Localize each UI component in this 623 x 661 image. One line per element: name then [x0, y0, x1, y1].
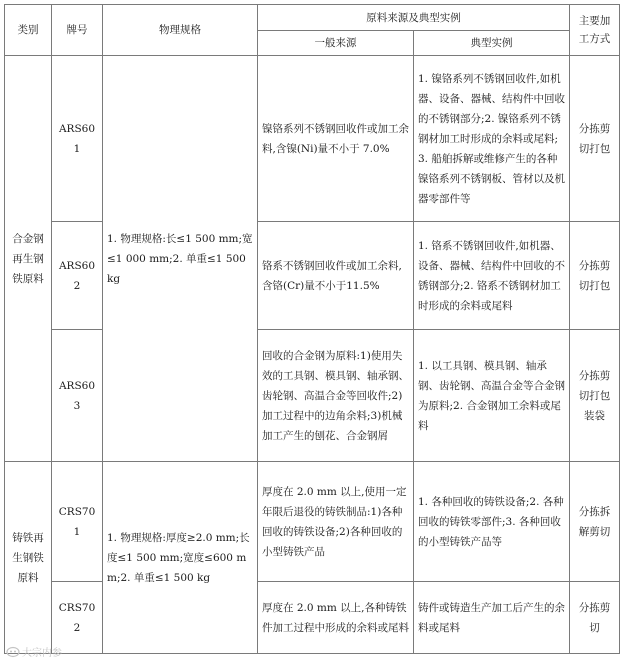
header-method: 主要加工方式	[570, 5, 620, 56]
source-cell: 厚度在 2.0 mm 以上,各种铸铁件加工过程中形成的余料或尾料	[258, 582, 414, 654]
source-cell: 铬系不锈钢回收件或加工余料,含铬(Cr)量不小于11.5%	[258, 222, 414, 330]
table-row	[5, 462, 620, 582]
table-row	[5, 330, 620, 462]
spec-cell: 1. 物理规格:长≤1 500 mm;宽≤1 000 mm;2. 单重≤1 500 kg	[103, 56, 258, 462]
grade-cell: CRS702	[52, 582, 103, 654]
example-cell: 1. 各种回收的铸铁设备;2. 各种回收的铸铁零部件;3. 各种回收的小型铸铁产品等	[414, 462, 570, 582]
watermark	[6, 644, 62, 659]
category-cell: 合金钢再生钢铁原料	[5, 56, 52, 462]
table-row	[5, 56, 620, 222]
grade-cell: ARS602	[52, 222, 103, 330]
table-row	[5, 582, 620, 654]
source-cell: 镍铬系列不锈钢回收件或加工余料,含镍(Ni)量不小于 7.0%	[258, 56, 414, 222]
method-cell: 分拣拆解剪切	[570, 462, 620, 582]
header-source-group: 原料来源及典型实例	[258, 5, 570, 31]
header-spec: 物理规格	[103, 5, 258, 56]
header-category: 类别	[5, 5, 52, 56]
grade-cell: ARS601	[52, 56, 103, 222]
header-grade: 牌号	[52, 5, 103, 56]
grade-cell: CRS701	[52, 462, 103, 582]
example-cell: 铸件或铸造生产加工后产生的余料或尾料	[414, 582, 570, 654]
table-row	[5, 222, 620, 330]
example-cell: 1. 铬系不锈钢回收件,如机器、设备、器械、结构件中回收的不锈钢部分;2. 铬系不锈钢材加工时形成的余料或尾料	[414, 222, 570, 330]
category-cell: 铸铁再生钢铁原料	[5, 462, 52, 654]
method-cell: 分拣剪切打包	[570, 222, 620, 330]
example-cell: 1. 镍铬系列不锈钢回收件,如机器、设备、器械、结构件中回收的不锈钢部分;2. 镍铬系列不锈钢材加工时形成的余料或尾料;3. 船舶拆解或维修产生的各种镍铬系列不锈钢板、管材以及机器零部件等	[414, 56, 570, 222]
watermark-logo-icon	[6, 646, 20, 658]
method-cell: 分拣剪切打包	[570, 56, 620, 222]
header-general-source: 一般来源	[258, 31, 414, 56]
watermark-text: 大宗内参	[22, 648, 62, 659]
spec-cell: 1. 物理规格:厚度≥2.0 mm;长度≤1 500 mm;宽度≤600 mm;2. 单重≤1 500 kg	[103, 462, 258, 654]
source-cell: 厚度在 2.0 mm 以上,使用一定年限后退役的铸铁制品:1)各种回收的铸铁设备;2)各种回收的小型铸铁产品	[258, 462, 414, 582]
source-cell: 回收的合金钢为原料:1)使用失效的工具钢、模具钢、轴承钢、齿轮钢、高温合金等回收件;2)加工过程中的边角余料;3)机械加工产生的刨花、合金钢屑	[258, 330, 414, 462]
header-typical-example: 典型实例	[414, 31, 570, 56]
grade-cell: ARS603	[52, 330, 103, 462]
material-spec-table	[4, 4, 620, 654]
method-cell: 分拣剪切	[570, 582, 620, 654]
method-cell: 分拣剪切打包装袋	[570, 330, 620, 462]
example-cell: 1. 以工具钢、模具钢、轴承钢、齿轮钢、高温合金等合金钢为原料;2. 合金钢加工余料或尾料	[414, 330, 570, 462]
